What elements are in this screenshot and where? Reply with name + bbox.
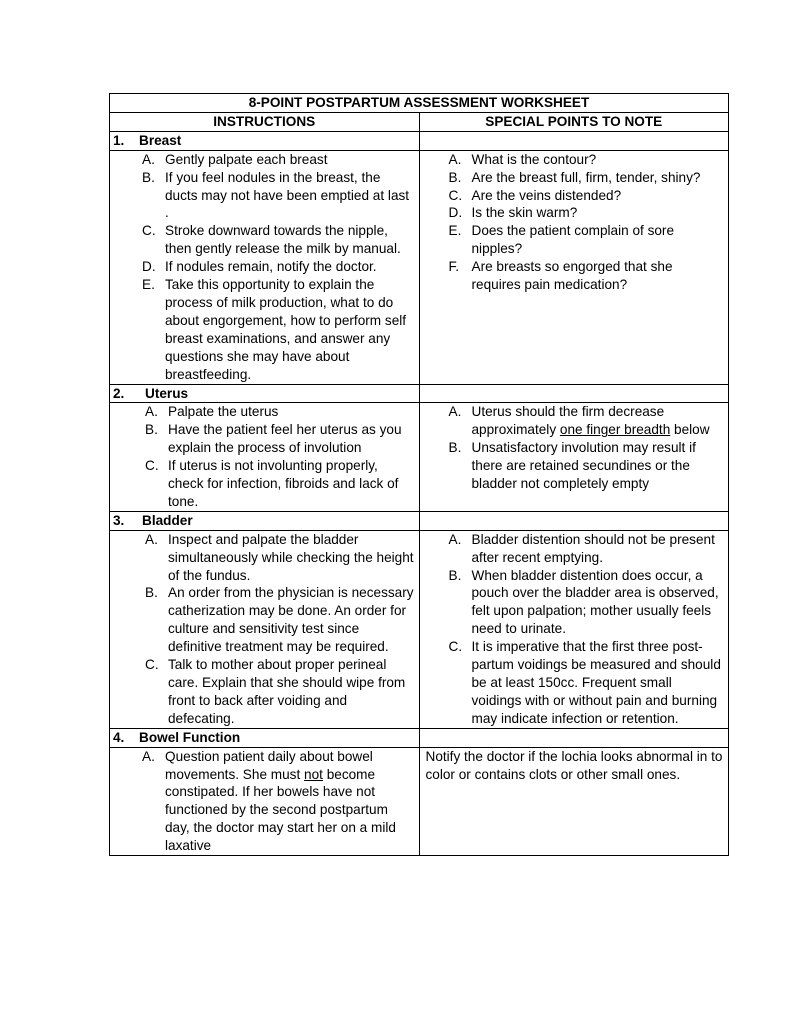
item-text: Have the patient feel her uterus as you explain the process of involution (168, 422, 402, 456)
instruction-item (113, 748, 416, 855)
item-letter: A. (448, 404, 462, 420)
note-item (423, 531, 726, 567)
item-letter: D. (448, 205, 463, 221)
note-item (423, 638, 726, 728)
instructions-list-bladder (113, 531, 416, 728)
item-letter: C. (142, 223, 156, 239)
section-header-empty-cell (419, 131, 729, 150)
note-item (423, 222, 726, 258)
item-letter: A. (145, 531, 158, 547)
item-letter: C. (145, 657, 159, 673)
section-body-row-breast (110, 150, 729, 384)
instructions-list-uterus (113, 403, 416, 510)
special-points-column-header: SPECIAL POINTS TO NOTE (419, 112, 729, 131)
note-item (423, 439, 726, 493)
worksheet-title: 8-POINT POSTPARTUM ASSESSMENT WORKSHEET (110, 94, 729, 113)
section-number: 1. (113, 132, 125, 148)
instructions-list-bowel-function (113, 748, 416, 855)
note-item (423, 403, 726, 439)
note-item (423, 567, 726, 639)
item-text-before: Uterus should the firm decrease approximately (471, 404, 665, 438)
instruction-item (113, 584, 416, 656)
notes-cell-breast (419, 150, 729, 384)
item-letter: A. (448, 531, 462, 547)
item-letter: A. (142, 748, 155, 764)
item-letter: E. (142, 277, 155, 293)
underlined-text: not (304, 766, 323, 782)
underlined-text: one finger breadth (559, 422, 671, 438)
title-row (110, 94, 729, 113)
item-text: If uterus is not involunting properly, check for infection, fibroids and lack of tone. (168, 458, 399, 509)
item-text: Take this opportunity to explain the process of milk production, what to do about engorgement, how to perform self breast examinations, and answer any questions she may have about breastfeeding. (165, 277, 407, 382)
instruction-item (113, 222, 416, 258)
notes-list-bladder (423, 531, 726, 728)
instruction-item (113, 276, 416, 383)
instruction-item (113, 421, 416, 457)
assessment-worksheet-table (109, 93, 729, 856)
instruction-item (113, 169, 416, 223)
note-item (423, 169, 726, 187)
item-text: Gently palpate each breast (165, 151, 328, 167)
item-text: Are breasts so engorged that she requires pain medication? (471, 259, 673, 293)
instruction-item (113, 403, 416, 421)
section-number: 2. (113, 385, 125, 401)
item-letter: D. (142, 259, 156, 275)
instruction-item (113, 151, 416, 169)
notes-cell-uterus (419, 403, 729, 511)
section-title: Breast (139, 132, 182, 148)
item-letter: B. (448, 567, 462, 583)
column-header-row (110, 112, 729, 131)
section-heading-breast (110, 131, 420, 150)
notes-cell-bowel-function (419, 747, 729, 855)
item-letter: B. (145, 585, 158, 601)
item-text: When bladder distention does occur, a pouch over the bladder area is observed, felt upon palpation; mother usually feels need to urinate. (471, 567, 719, 637)
note-item (423, 258, 726, 294)
section-header-row-bowel-function (110, 728, 729, 747)
section-header-empty-cell (419, 728, 729, 747)
item-text: Are the breast full, firm, tender, shiny? (471, 169, 701, 185)
instructions-cell-bladder (110, 530, 420, 728)
section-header-row-breast (110, 131, 729, 150)
item-text: If you feel nodules in the breast, the ducts may not have been emptied at last . (165, 169, 410, 221)
item-text: Inspect and palpate the bladder simultaneously while checking the height of the fundus. (168, 531, 414, 583)
instructions-cell-uterus (110, 403, 420, 511)
item-text-after: below (670, 422, 710, 438)
section-heading-bladder (110, 511, 420, 530)
section-header-empty-cell (419, 384, 729, 403)
item-text: Does the patient complain of sore nipples? (471, 223, 675, 257)
item-text: Is the skin warm? (471, 205, 578, 221)
section-body-row-uterus (110, 403, 729, 511)
instructions-cell-bowel-function (110, 747, 420, 855)
instructions-cell-breast (110, 150, 420, 384)
item-text: Palpate the uterus (168, 404, 279, 420)
section-heading-uterus (110, 384, 420, 403)
item-text: Unsatisfactory involution may result if there are retained secundines or the bladder not completely empty (471, 440, 696, 492)
section-heading-bowel-function (110, 728, 420, 747)
item-letter: A. (145, 404, 158, 420)
item-text: If nodules remain, notify the doctor. (165, 259, 377, 275)
item-letter: A. (448, 151, 462, 167)
section-number: 4. (113, 729, 125, 745)
note-text: Notify the doctor if the lochia looks abnormal in to color or contains clots or other small ones. (425, 748, 723, 782)
item-text: Talk to mother about proper perineal care. Explain that she should wipe from front to back after voiding and defecating. (168, 657, 406, 726)
notes-list-breast (423, 151, 726, 294)
item-letter: B. (145, 422, 158, 438)
item-text: Bladder distention should not be present after recent emptying. (471, 531, 715, 565)
section-body-row-bowel-function (110, 747, 729, 855)
section-header-empty-cell (419, 511, 729, 530)
section-title: Bowel Function (139, 729, 241, 745)
section-header-row-uterus (110, 384, 729, 403)
item-letter: B. (142, 169, 155, 185)
section-title: Bladder (142, 512, 193, 528)
item-letter: C. (448, 187, 463, 203)
item-text: An order from the physician is necessary catherization may be done. An order for culture and sensitivity test since definitive treatment may be required. (168, 585, 414, 655)
item-letter: E. (448, 223, 462, 239)
item-letter: C. (145, 458, 159, 474)
item-text-after: become constipated. If her bowels have not functioned by the second postpartum day, the doctor may start her on a mild laxative (165, 766, 396, 854)
item-text: Stroke downward towards the nipple, then gently release the milk by manual. (165, 223, 401, 257)
item-text: What is the contour? (471, 151, 597, 167)
instruction-item (113, 656, 416, 728)
instruction-item (113, 531, 416, 585)
note-item (423, 187, 726, 205)
item-letter: B. (448, 440, 462, 456)
instruction-item (113, 258, 416, 276)
item-letter: C. (448, 639, 463, 655)
section-body-row-bladder (110, 530, 729, 728)
section-number: 3. (113, 512, 125, 528)
item-text-before: Question patient daily about bowel movements. She must (165, 748, 373, 782)
note-item (423, 204, 726, 222)
instructions-column-header: INSTRUCTIONS (110, 112, 420, 131)
item-text: Are the veins distended? (471, 187, 622, 203)
item-letter: B. (448, 169, 462, 185)
instruction-item (113, 457, 416, 511)
notes-list-uterus (423, 403, 726, 493)
notes-cell-bladder (419, 530, 729, 728)
section-title: Uterus (145, 385, 189, 401)
note-item (423, 151, 726, 169)
section-header-row-bladder (110, 511, 729, 530)
item-letter: A. (142, 151, 155, 167)
item-letter: F. (448, 259, 460, 275)
instructions-list-breast (113, 151, 416, 384)
item-text: It is imperative that the first three post-partum voidings be measured and should be at least 150cc. Frequent small voidings with or without pain and burning may indicate infection or retention. (471, 639, 721, 726)
